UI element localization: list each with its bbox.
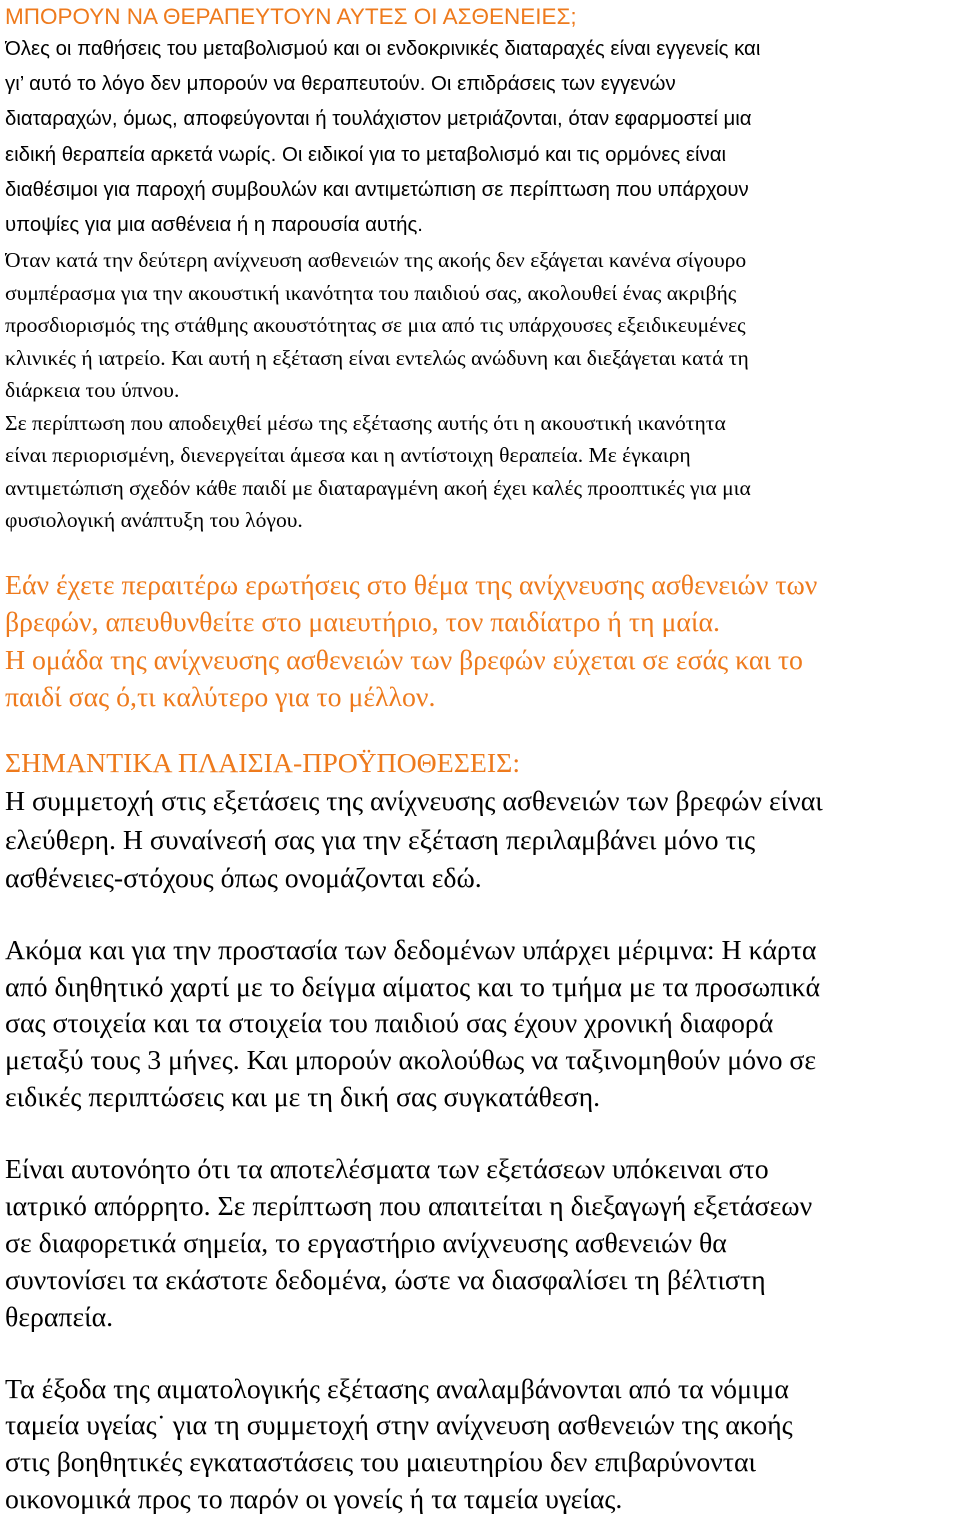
paragraph-line: από διηθητικό χαρτί με το δείγμα αίματος και το τμήμα με τα προσωπικά [5, 971, 821, 1003]
paragraph-line: ασθένειες-στόχους όπως ονομάζονται εδώ. [5, 863, 482, 895]
highlight-line: παιδί σας ό,τι καλύτερο για το μέλλον. [5, 682, 436, 714]
paragraph-line: αντιμετώπιση σχεδόν κάθε παιδί με διαταραγμένη ακοή έχει καλές προοπτικές για μια [5, 475, 751, 500]
paragraph-line: στις βοηθητικές εγκαταστάσεις του μαιευτηρίου δεν επιβαρύνονται [5, 1447, 757, 1479]
section-further-questions [5, 567, 958, 717]
paragraph-line: διάρκεια του ύπνου. [5, 378, 180, 403]
paragraph-line: Όταν κατά την δεύτερη ανίχνευση ασθενειών της ακοής δεν εξάγεται κανένα σίγουρο [5, 248, 747, 273]
paragraph-line: είναι περιορισμένη, διενεργείται άμεσα και η αντίστοιχη θεραπεία. Με έγκαιρη [5, 443, 691, 468]
paragraph-line: οικονομικά προς το παρόν οι γονείς ή τα ταμεία υγείας. [5, 1484, 623, 1516]
paragraph-line: Ακόμα και για την προστασία των δεδομένων υπάρχει μέριμνα: Η κάρτα [5, 934, 817, 966]
paragraph-line: συντονίσει τα εκάστοτε δεδομένα, ώστε να διασφαλίσει τη βέλτιστη [5, 1264, 766, 1296]
paragraph-line: προσδιορισμός της στάθμης ακουστότητας σε μια από τις υπάρχουσες εξειδικευμένες [5, 313, 746, 338]
paragraph-line: ειδικές περιπτώσεις και με τη δική σας συγκατάθεση. [5, 1082, 601, 1114]
paragraph-line: φυσιολογική ανάπτυξη του λόγου. [5, 508, 303, 533]
paragraph-line: Είναι αυτονόητο ότι τα αποτελέσματα των εξετάσεων υπόκειναι στο [5, 1154, 769, 1186]
paragraph-line: σας στοιχεία και τα στοιχεία του παιδιού σας έχουν χρονική διαφορά [5, 1008, 774, 1040]
section-data-protection [5, 933, 958, 1117]
paragraph-line: σε διαφορετικά σημεία, το εργαστήριο ανίχνευσης ασθενειών θα [5, 1227, 727, 1259]
paragraph-line: ελεύθερη. Η συναίνεσή σας για την εξέταση περιλαμβάνει μόνο τις [5, 824, 756, 856]
paragraph-line: ταμεία υγείας˙ για τη συμμετοχή στην ανίχνευση ασθενειών της ακοής [5, 1410, 793, 1442]
section-medical-confidentiality [5, 1152, 958, 1336]
section-important-conditions [5, 745, 958, 899]
paragraph-line: Τα έξοδα της αιματολογικής εξέτασης αναλαμβάνονται από τα νόμιμα [5, 1373, 789, 1405]
highlight-line: Εάν έχετε περαιτέρω ερωτήσεις στο θέμα της ανίχνευσης ασθενειών των [5, 569, 818, 601]
paragraph-line: Η συμμετοχή στις εξετάσεις της ανίχνευσης ασθενειών των βρεφών είναι [5, 786, 823, 818]
section-heading: ΣΗΜΑΝΤΙΚΑ ΠΛΑΙΣΙΑ-ΠΡΟΫΠΟΘΕΣΕΙΣ: [5, 747, 521, 779]
paragraph-line: διαθέσιμοι για παροχή συμβουλών και αντιμετώπιση σε περίπτωση που υπάρχουν [5, 178, 749, 201]
paragraph-line: υποψίες για μια ασθένεια ή η παρουσία αυτής. [5, 213, 423, 236]
paragraph-line: γι’ αυτό το λόγο δεν μπορούν να θεραπευτούν. Οι επιδράσεις των εγγενών [5, 73, 676, 96]
paragraph-line: συμπέρασμα για την ακουστική ικανότητα του παιδιού σας, ακολουθεί ένας ακριβής [5, 280, 737, 305]
highlight-line: Η ομάδα της ανίχνευσης ασθενειών των βρεφών εύχεται σε εσάς και το [5, 644, 803, 676]
paragraph-line: ειδική θεραπεία αρκετά νωρίς. Οι ειδικοί για το μεταβολισμό και τις ορμόνες είναι [5, 143, 727, 166]
paragraph-line: μεταξύ τους 3 μήνες. Και μπορούν ακολούθως να ταξινομηθούν μόνο σε [5, 1045, 817, 1077]
paragraph-line: Όλες οι παθήσεις του μεταβολισμού και οι ενδοκρινικές διαταραχές είναι εγγενείς και [5, 38, 761, 60]
paragraph-line: κλινικές ή ιατρείο. Και αυτή η εξέταση είναι εντελώς ανώδυνη και διεξάγεται κατά τη [5, 345, 749, 370]
paragraph-line: διαταραχών, όμως, αποφεύγονται ή τουλάχιστον μετριάζονται, όταν εφαρμοστεί μια [5, 108, 752, 131]
paragraph-line: ιατρικό απόρρητο. Σε περίπτωση που απαιτείται η διεξαγωγή εξετάσεων [5, 1190, 813, 1222]
paragraph-line: Σε περίπτωση που αποδειχθεί μέσω της εξέτασης αυτής ότι η ακουστική ικανότητα [5, 410, 726, 435]
paragraph-line: θεραπεία. [5, 1301, 114, 1333]
highlight-line: βρεφών, απευθυνθείτε στο μαιευτήριο, τον παιδίατρο ή τη μαία. [5, 607, 720, 639]
section-can-be-cured [5, 2, 958, 243]
section-heading: ΜΠΟΡΟΥΝ ΝΑ ΘΕΡΑΠΕΥΤΟΥΝ ΑΥΤΕΣ ΟΙ ΑΣΘΕΝΕΙΕΣ; [5, 4, 577, 29]
section-hearing-screening [5, 244, 958, 537]
section-costs [5, 1372, 958, 1519]
